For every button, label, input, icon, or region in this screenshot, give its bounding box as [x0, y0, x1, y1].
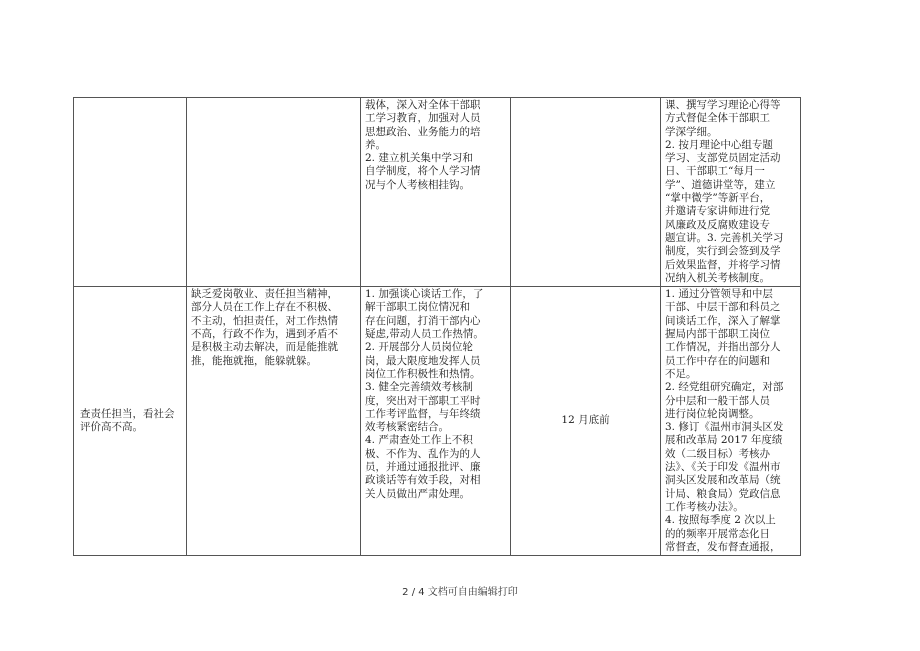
deadline-cell — [511, 287, 661, 556]
problem-text: 缺乏爱岗敬业、责任担当精神， 部分人员在工作上存在不积极、 不主动，怕担责任，对工作热情 不高，行政不作为，遇到矛盾不 是积极主动去解决，而是能推就 推，能拖就拖，能躲就躲。 — [191, 288, 338, 367]
item-text: 查责任担当，看社会 评价高不高。 — [80, 407, 175, 434]
rectification-table — [73, 97, 801, 556]
progress-cell — [661, 287, 801, 556]
item-cell — [74, 98, 187, 287]
problem-cell — [187, 287, 361, 556]
measures-cell — [361, 98, 511, 287]
item-cell — [74, 287, 187, 556]
deadline-cell — [511, 98, 661, 287]
measures-text: 1. 加强谈心谈话工作，了 解干部职工岗位情况和 存在问题，打消干部内心 疑虑,带动人员工作热情。 2. 开展部分人员岗位轮 岗，最大限度地发挥人员 岗位工作积极性和热情。 3. 健全完善绩效考核制 度，突出对干部职工平时 工作考评监督，与年终绩 效考核紧密结合。 4. 严肃查处工作上不积 极、不作为、乱作为的人 员，并通过通报批评、廉 政谈话等有效手段，对相 关人员做出严肃处理。 — [365, 288, 484, 500]
problem-cell — [187, 98, 361, 287]
measures-text: 载体，深入对全体干部职 工学习教育，加强对人员 思想政治、业务能力的培 养。 2. 建立机关集中学习和 自学制度，将个人学习情 况与个人考核相挂钩。 — [365, 99, 481, 191]
progress-text: 1. 通过分管领导和中层 干部、中层干部和科员之 间谈话工作，深入了解掌 握局内部干部职工岗位 工作情况，并指出部分人 员工作中存在的问题和 不足。 2. 经党组研究确定，对部 分中层和一般干部人员 进行岗位轮岗调整。 3. 修订《温州市洞头区发 展和改革局 2017 年度绩 效（二级目标）考核办 法》、《关于印发《温州市 洞头区发展和改革局（统 计局、粮食局）党政信息 工作考核办法》。 4. 按照每季度 2 次以上 的的频率开展常态化日 常督查，发布督查通报， — [665, 288, 784, 553]
measures-cell — [361, 287, 511, 556]
progress-cell — [661, 98, 801, 287]
table-row — [74, 287, 801, 556]
progress-text: 课、撰写学习理论心得等 方式督促全体干部职工 学深学细。 2. 按月理论中心组专题 学习、支部党员固定活动 日、干部职工“每月一 学”、道德讲堂等，建立 “掌中微学”等新平台， 并邀请专家讲师进行党 风廉政及反腐败建设专 题宣讲。3. 完善机关学习 制度，实行到会签到及学 后效果监督，并将学习情 况纳入机关考核制度。 — [665, 99, 784, 284]
page-footer: 2 / 4 文档可自由编辑打印 — [402, 587, 518, 598]
deadline-text: 12 月底前 — [561, 414, 610, 427]
table-row — [74, 98, 801, 287]
